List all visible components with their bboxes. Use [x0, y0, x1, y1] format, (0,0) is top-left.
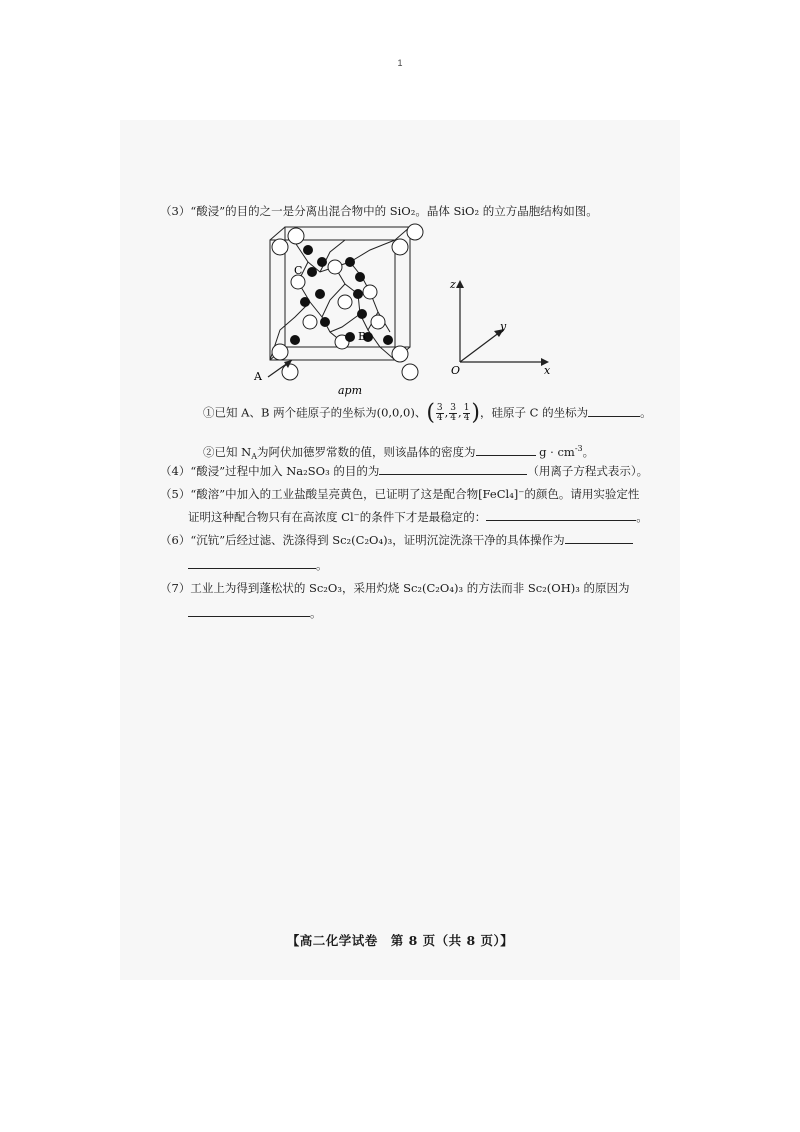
question-7-line-1: （7）工业上为得到蓬松状的 Sc₂O₃，采用灼烧 Sc₂(C₂O₄)₃ 的方法而非 Sc₂(OH)₃ 的原因为: [160, 581, 630, 595]
answer-blank-q6a[interactable]: [565, 533, 633, 544]
question-3-sub-2: ②已知 $N_A$为阿伏加德罗常数的值，则该晶体的密度为 $g \cdot cm^{-3}$。: [203, 444, 595, 462]
answer-blank-q7[interactable]: [188, 606, 310, 617]
page-number: 1: [397, 58, 403, 68]
axis-origin-label: O: [451, 364, 461, 377]
question-6-line-2: 。: [188, 557, 328, 573]
sub1-after: ，硅原子 C 的坐标为: [480, 405, 589, 420]
question-6-line-1: （6）“沉钪”后经过滤、洗涤得到 Sc₂(C₂O₄)₃，证明沉淀洗涤干净的具体操作为: [160, 532, 633, 548]
answer-blank-q5[interactable]: [486, 510, 636, 521]
axis-z-label: z: [450, 278, 456, 291]
edge-length-label: apm: [338, 384, 363, 397]
axis-x-label: x: [544, 364, 551, 377]
axis-y-label: y: [500, 320, 507, 333]
sub2-text: ②已知 N: [203, 444, 252, 459]
answer-blank-q6b[interactable]: [188, 558, 316, 569]
question-5-line-1: （5）“酸溶”中加入的工业盐酸呈亮黄色，已证明了这是配合物[FeCl₄]⁻的颜色。请用实验定性: [160, 487, 640, 501]
atom-label-b: B: [358, 330, 367, 343]
atom-label-a: A: [254, 370, 262, 383]
question-7-line-2: 。: [188, 605, 322, 621]
fraction-x: $\frac{3}{4}$: [436, 403, 443, 423]
fraction-y: $\frac{3}{4}$: [450, 403, 457, 423]
question-3-sub-1: ①已知 A、B 两个硅原子的坐标为(0,0,0)、( $\frac{3}{4}$ , $\frac{3}{4}$ , $\frac{1}{4}$ )，硅原子 C 的坐标为 。: [203, 400, 652, 426]
fraction-z: $\frac{1}{4}$: [463, 403, 470, 423]
atom-label-c: C: [294, 264, 303, 277]
sub1-text: ①已知 A、B 两个硅原子的坐标为: [203, 405, 377, 420]
answer-blank-c-coordinate[interactable]: [588, 406, 640, 417]
page-footer: 【高二化学试卷 第 8 页（共 8 页）】: [286, 933, 514, 948]
answer-blank-density[interactable]: [476, 445, 536, 456]
coord-a: (0,0,0): [376, 405, 415, 420]
question-4: （4）“酸浸”过程中加入 Na₂SO₃ 的目的为 （用离子方程式表示）。: [160, 464, 649, 478]
question-3-intro: （3）“酸浸”的目的之一是分离出混合物中的 SiO₂。晶体 SiO₂ 的立方晶胞结构如图。: [160, 204, 598, 218]
separator: 、: [414, 405, 427, 420]
answer-blank-q4[interactable]: [379, 464, 527, 475]
question-5-line-2: 证明这种配合物只有在高浓度 Cl⁻的条件下才是最稳定的： 。: [188, 510, 648, 524]
sio2-unit-cell-diagram: [250, 222, 560, 402]
